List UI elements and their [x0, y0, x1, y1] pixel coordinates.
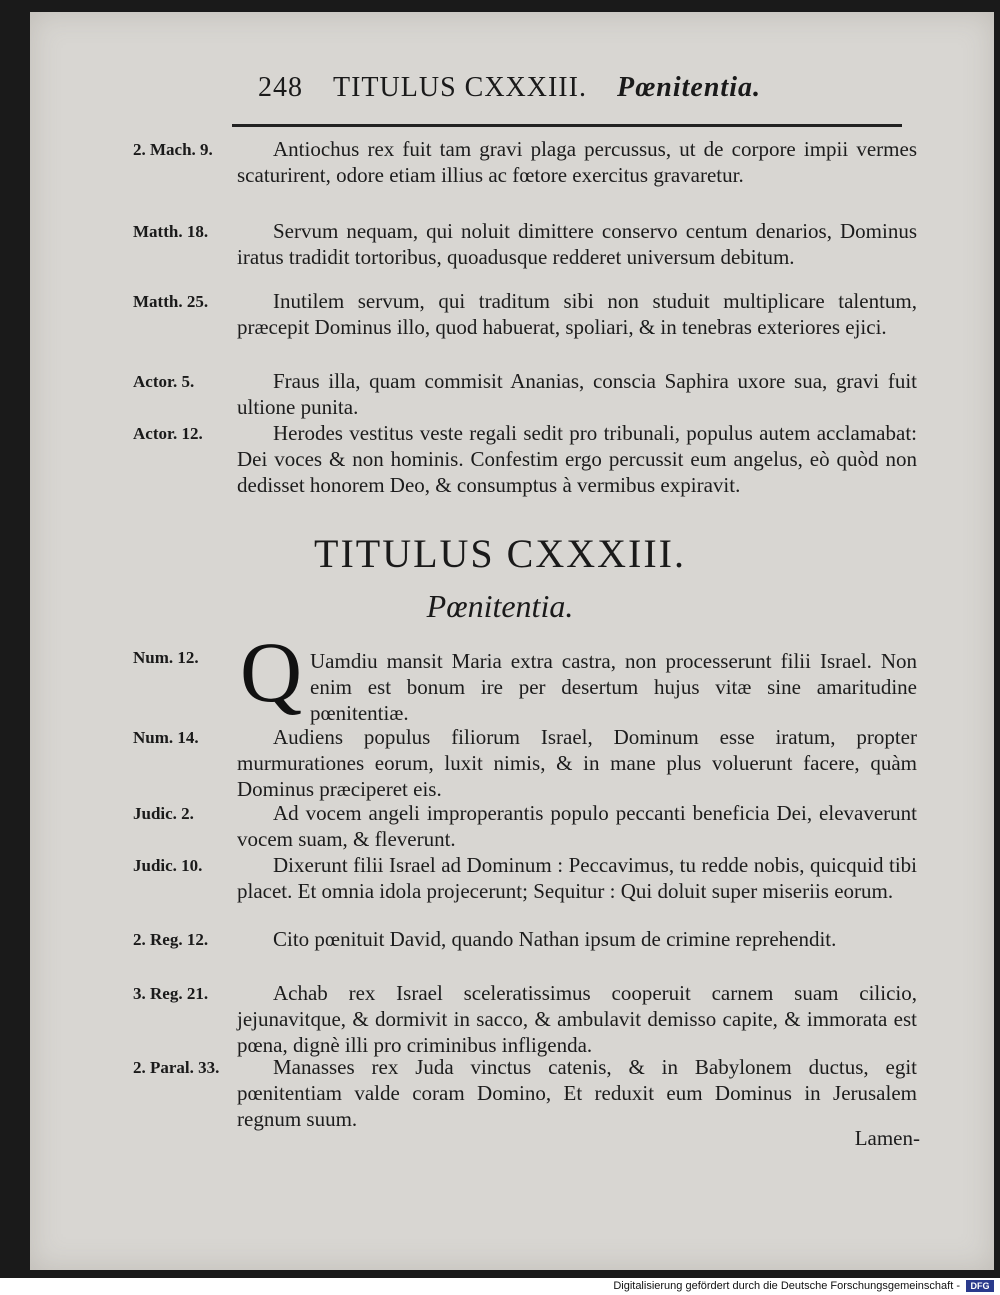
scripture-ref: Actor. 12. [133, 424, 203, 443]
entry-text: Ad vocem angeli improperantis populo peccanti beneficia Dei, elevaverunt vocem suam, & fleverunt. [237, 801, 917, 851]
running-head [258, 72, 818, 104]
catchword: Lamen- [854, 1126, 920, 1150]
entry-text: Cito pœnituit David, quando Nathan ipsum de crimine reprehendit. [273, 927, 837, 951]
drop-cap: Q [240, 624, 303, 720]
entry-text: Inutilem servum, qui traditum sibi non studuit multiplicare talentum, præcepit Dominus illo, quod habuerat, spoliari, & in tenebras exteriores ejici. [237, 289, 917, 339]
page-number: 248 [258, 72, 303, 103]
scripture-ref: 2. Reg. 12. [133, 930, 209, 949]
entry-text: Manasses rex Juda vinctus catenis, & in Babylonem ductus, egit pœnitentiam valde coram Domino, Et reduxit eum Dominus in Jerusalem regnum suum. [237, 1055, 917, 1131]
running-title: TITULUS CXXXIII. [333, 72, 587, 103]
entry-text: Fraus illa, quam commisit Ananias, conscia Saphira uxore sua, gravi fuit ultione punita. [237, 369, 917, 419]
dfg-logo: DFG [966, 1280, 994, 1292]
scripture-ref: Judic. 2. [133, 804, 194, 823]
scripture-ref: 2. Mach. 9. [133, 140, 213, 159]
entry-text: Uamdiu mansit Maria extra castra, non processerunt filii Israel. Non enim est bonum ire per desertum hujus vitæ sine amaritudine pœnitentiæ. [310, 649, 917, 725]
entry-text: Servum nequam, qui noluit dimittere conservo centum denarios, Dominus iratus tradidit tortoribus, quoadusque redderet universum debitum. [237, 219, 917, 269]
scripture-ref: 3. Reg. 21. [133, 984, 209, 1003]
header-rule [232, 124, 902, 127]
scripture-ref: Num. 12. [133, 648, 199, 667]
scripture-ref: Matth. 18. [133, 222, 209, 241]
running-subject: Pœnitentia. [616, 72, 761, 103]
entry-text: Herodes vestitus veste regali sedit pro tribunali, populus autem acclamabat: Dei voces & non hominis. Confestim ergo percussit eum angelus, eò quòd non dedisset honorem Deo, & consumptus à vermibus expiravit. [237, 421, 917, 497]
scripture-ref: 2. Paral. 33. [133, 1058, 220, 1077]
section-title: TITULUS CXXXIII. [314, 531, 686, 576]
scripture-ref: Matth. 25. [133, 292, 209, 311]
scripture-ref: Actor. 5. [133, 372, 195, 391]
scripture-ref: Num. 14. [133, 728, 199, 747]
scripture-ref: Judic. 10. [133, 856, 203, 875]
entry-text: Audiens populus filiorum Israel, Dominum esse iratum, propter murmurationes eorum, luxit nimis, & in mane plus voluerunt facere, quàm Dominus præciperet eis. [237, 725, 917, 801]
entry-text: Antiochus rex fuit tam gravi plaga percussus, ut de corpore impii vermes scaturirent, odore etiam illius ac fœtore exercitus gravaretur. [237, 137, 917, 187]
entry-text: Achab rex Israel sceleratissimus cooperuit carnem suam cilicio, jejunavitque, & dormivit in sacco, & ambulavit demisso capite, & immorata est pœna, dignè illi pro criminibus infligenda. [237, 981, 917, 1057]
entry-text: Dixerunt filii Israel ad Dominum : Peccavimus, tu redde nobis, quicquid tibi placet. Et omnia idola projecerunt; Sequitur : Qui doluit super miseriis eorum. [237, 853, 917, 903]
section-subtitle: Pœnitentia. [426, 588, 574, 624]
footer-credit: Digitalisierung gefördert durch die Deutsche Forschungsgemeinschaft - [613, 1280, 960, 1292]
